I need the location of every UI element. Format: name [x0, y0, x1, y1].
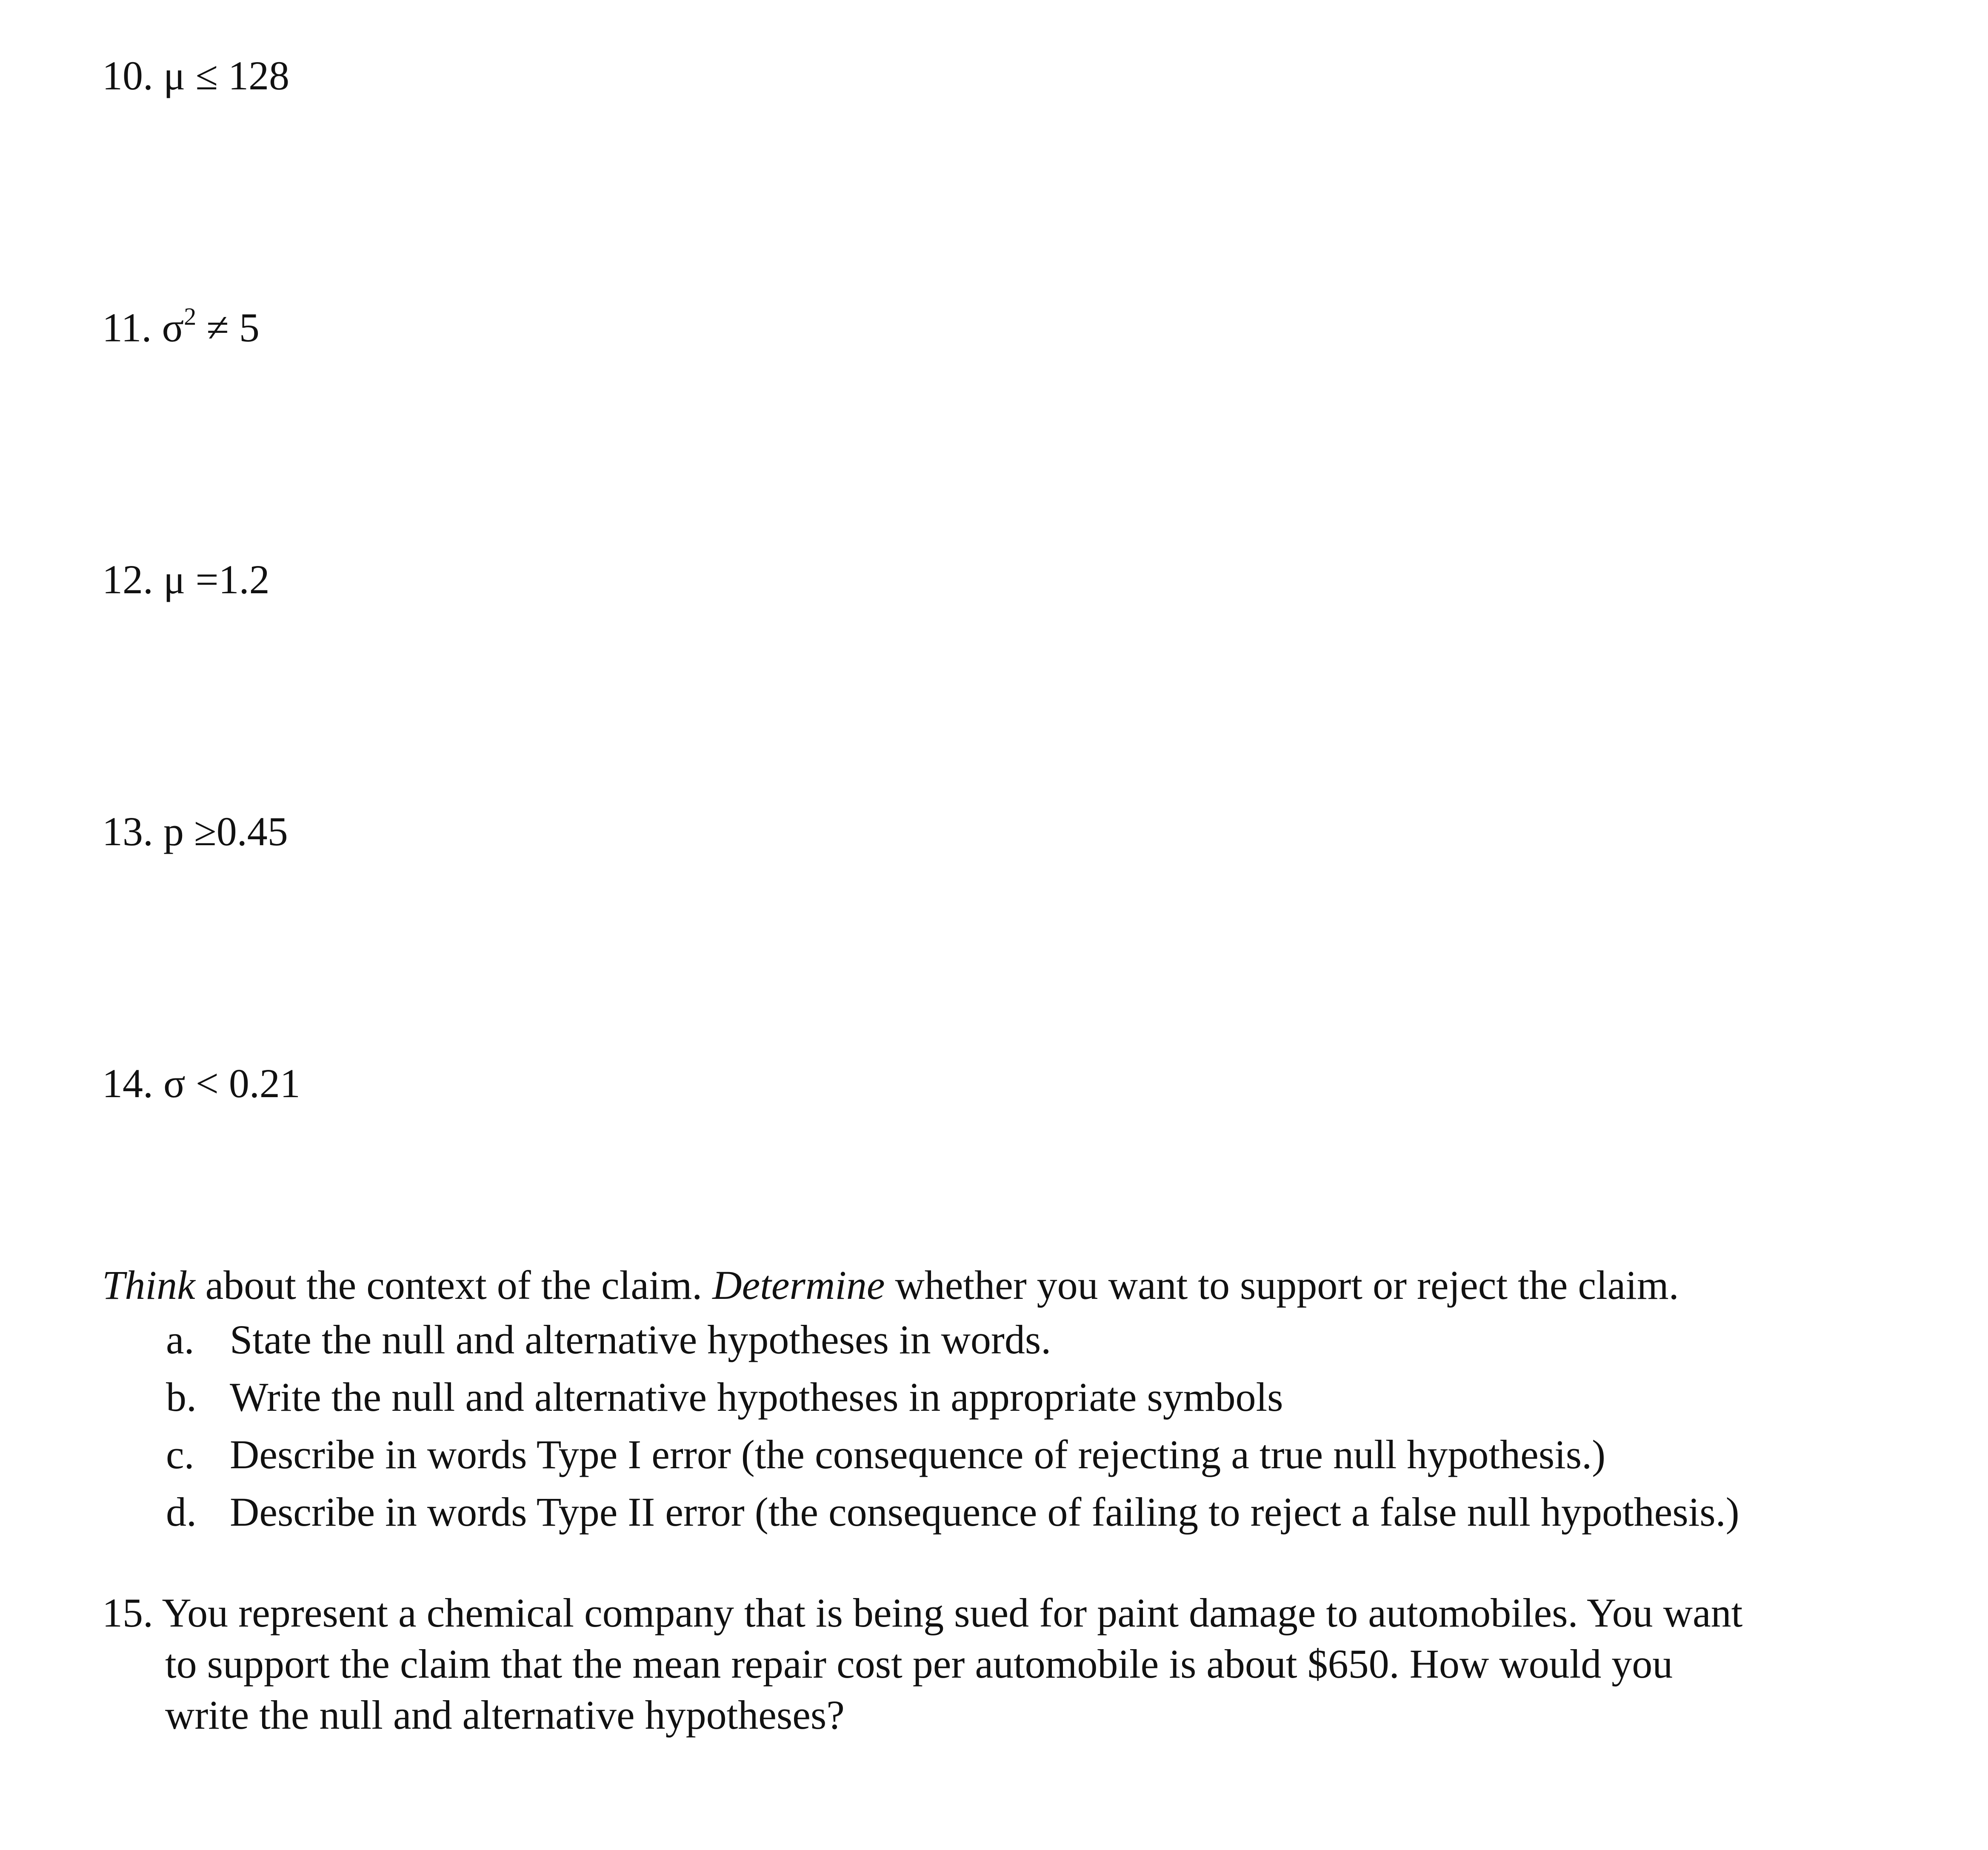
problem-number: 13. [102, 809, 153, 854]
problem-variable: σ [163, 1061, 186, 1106]
list-marker: a. [166, 1317, 194, 1362]
question-text-line-2: to support the claim that the mean repair cost per automobile is about $650. How would you [165, 1641, 1673, 1687]
instructions-text-2: whether you want to support or reject the claim. [885, 1262, 1679, 1308]
problem-13 [102, 806, 288, 857]
list-item-text: State the null and alternative hypotheses in words. [230, 1317, 1051, 1362]
list-marker: b. [166, 1374, 197, 1420]
problem-number: 11. [102, 305, 152, 350]
problem-relation: ≥0.45 [194, 809, 288, 854]
list-item [166, 1483, 1740, 1541]
instructions-paragraph [102, 1260, 1679, 1311]
problem-relation: ≠ 5 [206, 305, 260, 350]
problem-variable: μ [163, 557, 186, 602]
problem-number: 14. [102, 1061, 153, 1106]
problem-variable: σ [162, 305, 184, 350]
problem-relation: < 0.21 [195, 1061, 300, 1106]
question-number: 15. [102, 1590, 153, 1636]
list-item-text: Describe in words Type I error (the consequence of rejecting a true null hypothesis.) [230, 1432, 1606, 1477]
emphasis-determine: Determine [712, 1262, 885, 1308]
question-15 [102, 1587, 1932, 1741]
problem-relation: =1.2 [195, 557, 270, 602]
list-item [166, 1368, 1740, 1426]
problem-number: 10. [102, 53, 153, 98]
question-text-line-1: You represent a chemical company that is being sued for paint damage to automobiles. You want [162, 1590, 1743, 1636]
problem-number: 12. [102, 557, 153, 602]
problem-variable: p [163, 809, 184, 854]
problem-relation: ≤ 128 [195, 53, 290, 98]
instructions-list [166, 1311, 1740, 1541]
problem-11 [102, 302, 260, 353]
list-marker: c. [166, 1432, 194, 1477]
list-item-text: Describe in words Type II error (the consequence of failing to reject a false null hypothesis.) [230, 1489, 1740, 1535]
list-item-text: Write the null and alternative hypotheses in appropriate symbols [230, 1374, 1283, 1420]
question-text-line-3: write the null and alternative hypotheses? [165, 1692, 845, 1738]
question-15-line-1 [102, 1587, 1932, 1638]
instructions-text-1: about the context of the claim. [195, 1262, 713, 1308]
problem-12 [102, 554, 270, 605]
problem-14 [102, 1058, 300, 1109]
problem-exponent: 2 [184, 303, 197, 330]
list-marker: d. [166, 1489, 197, 1535]
list-item [166, 1426, 1740, 1483]
list-item [166, 1311, 1740, 1368]
emphasis-think: Think [102, 1262, 195, 1308]
problem-variable: μ [163, 53, 186, 98]
problem-10 [102, 50, 289, 101]
